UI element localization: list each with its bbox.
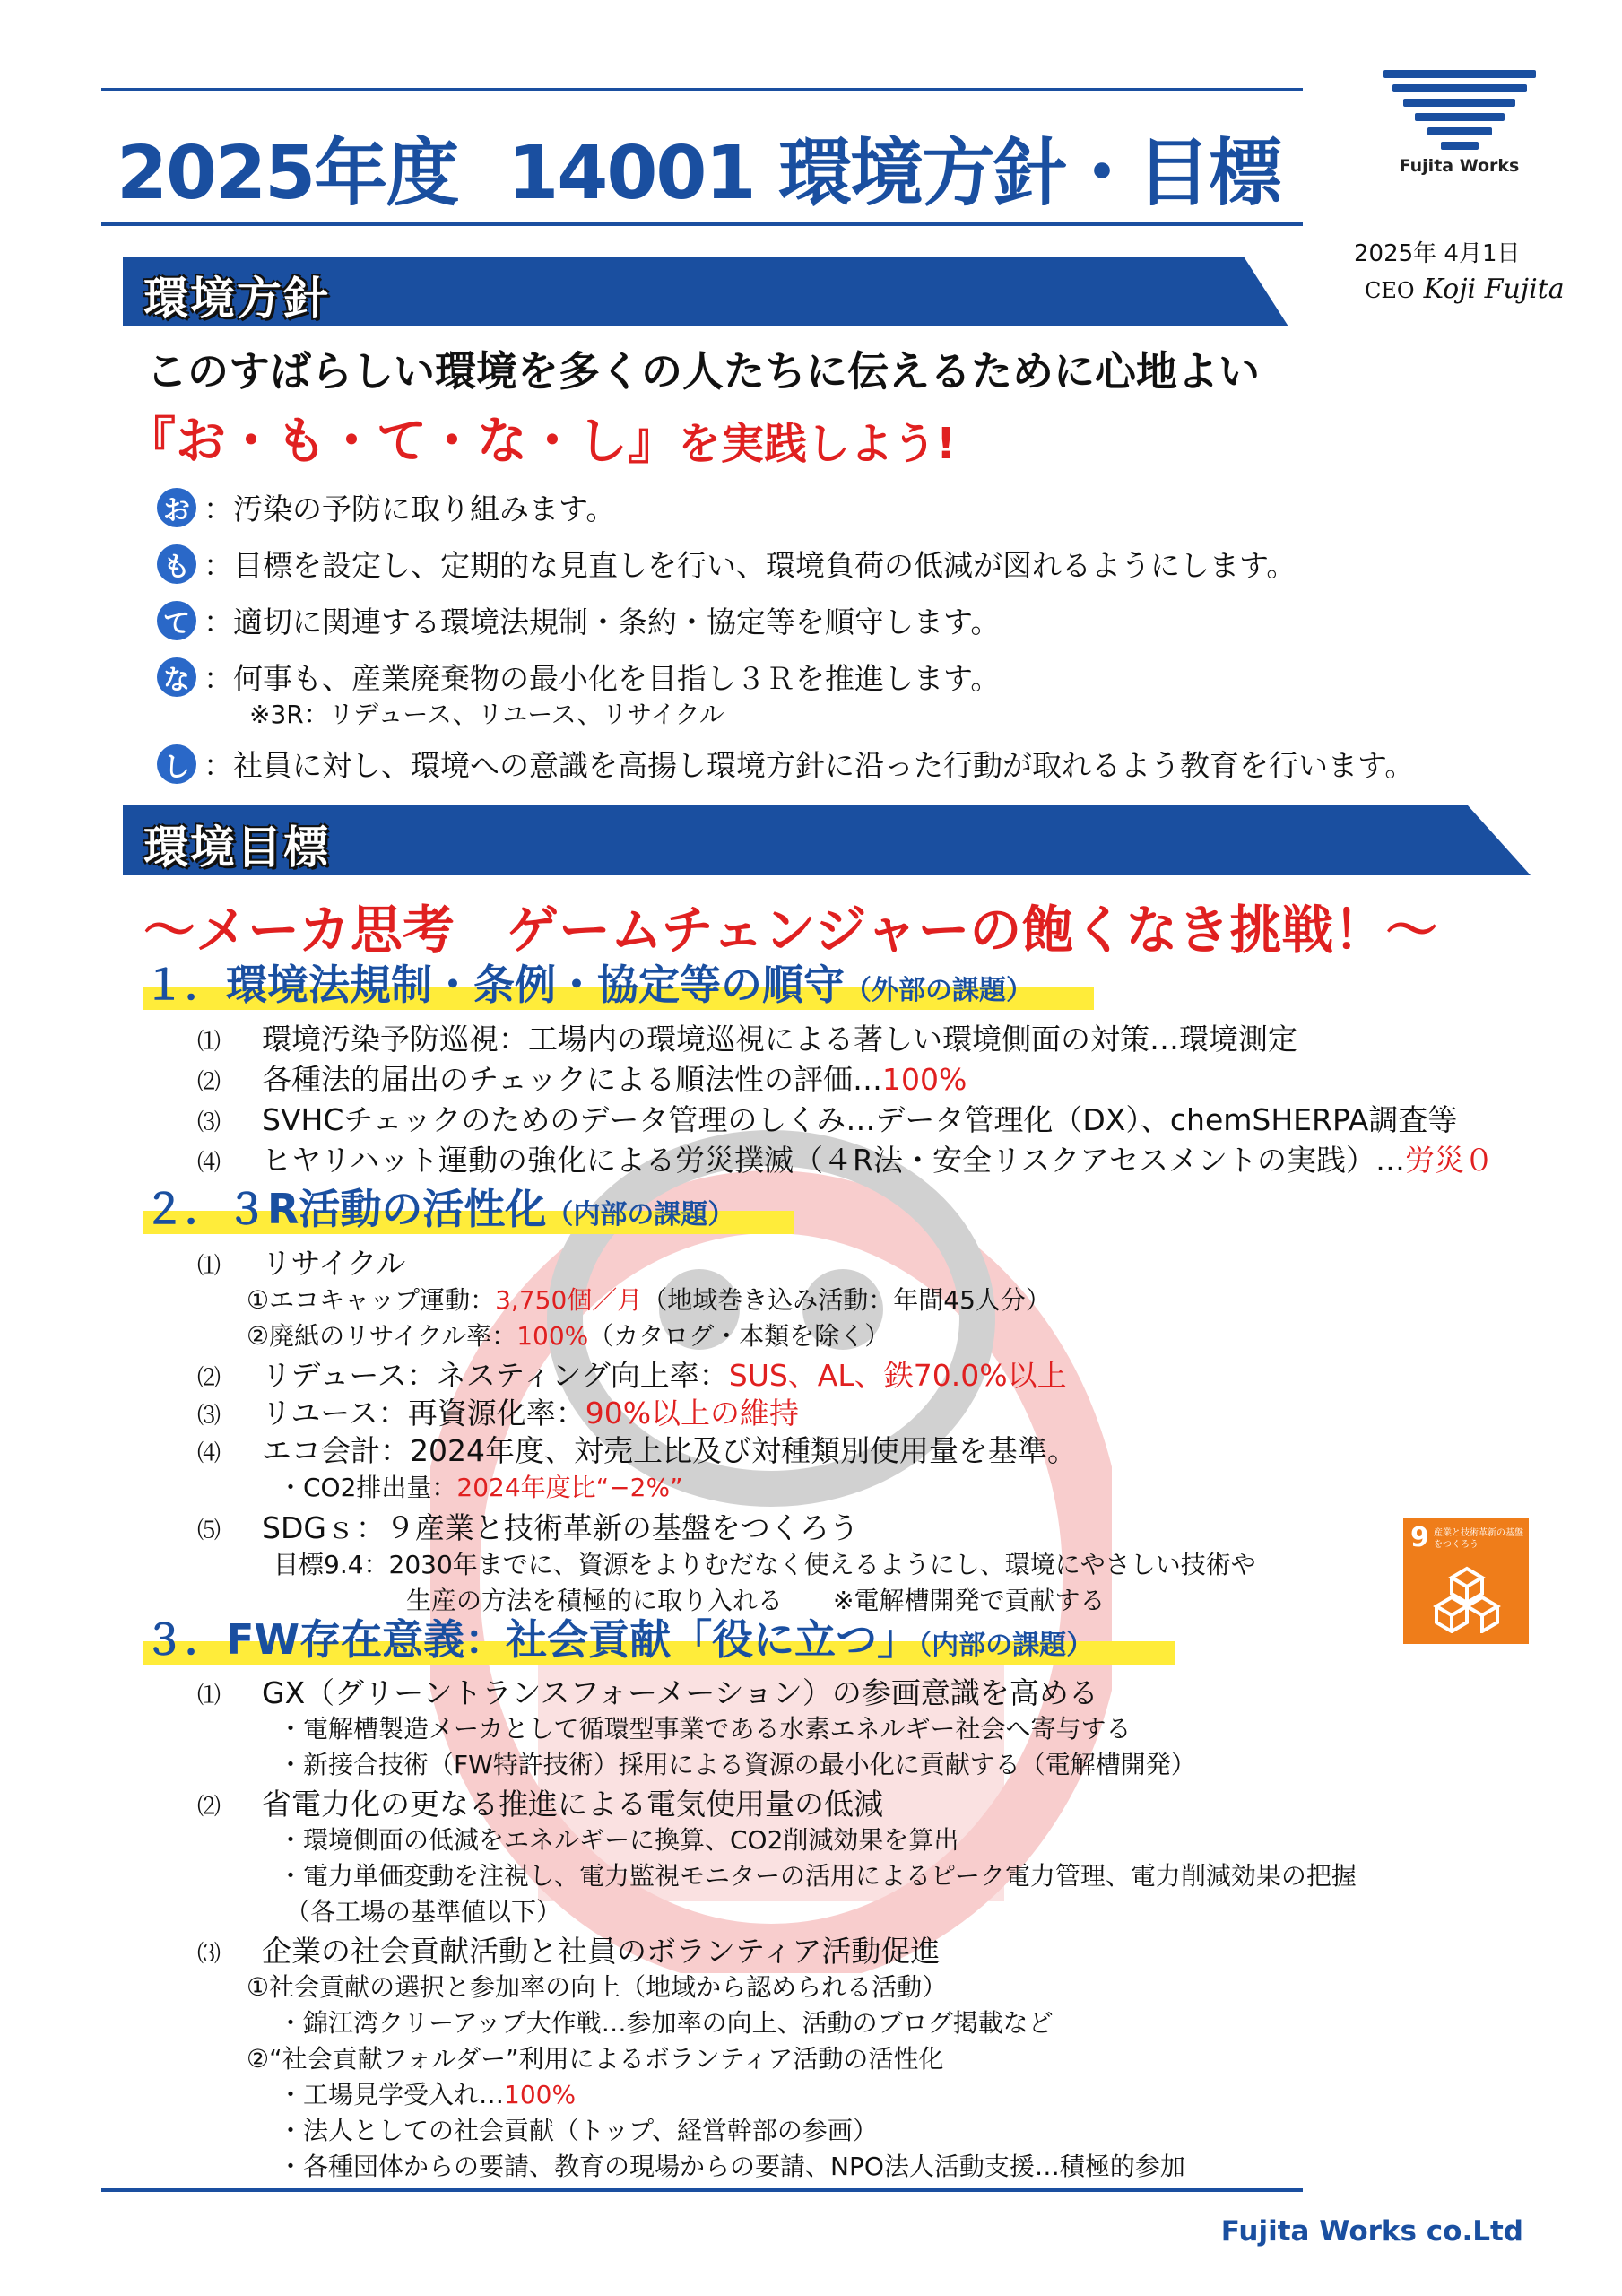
goals-subtitle: ～メーカ思考 ゲームチェンジャーの飽くなき挑戦！～ <box>143 900 1438 961</box>
footer-company: Fujita Works co.Ltd <box>1220 2215 1523 2248</box>
goal-3-item-3e: ・法人としての社会貢献（トップ、経営幹部の参画） <box>278 2116 878 2145</box>
item-number: ⑷ <box>197 1150 221 1177</box>
goal-3-item-3 <box>197 1928 940 1970</box>
page-title <box>117 115 1280 220</box>
title-year: 2025年度 <box>117 131 458 216</box>
policy-item-text: ：目標を設定し、定期的な見直しを行い、環境負荷の低減が図れるようにします。 <box>204 548 1297 583</box>
item-text: SDGｓ：９産業と技術革新の基盤をつくろう <box>262 1510 859 1545</box>
sub-tail: （地域巻き込み活動：年間45人分） <box>642 1285 1051 1315</box>
badge-o-icon: お <box>157 488 196 527</box>
header-top-rule <box>101 88 1303 91</box>
signature: Koji Fujita <box>1423 274 1565 305</box>
policy-slogan: このすばらしい環境を多くの人たちに伝えるために心地よい <box>146 347 1260 396</box>
policy-heading: 環境方針 <box>143 273 330 325</box>
policy-item-text: ：汚染の予防に取り組みます。 <box>204 491 616 526</box>
goal-1-tag: （外部の課題） <box>845 975 1033 1006</box>
badge-na-icon: な <box>157 657 196 697</box>
goal-2-item-1 <box>197 1240 405 1283</box>
sub-text: ・工場見学受入れ… <box>278 2080 505 2109</box>
sub-tail: （カタログ・本類を除く） <box>588 1321 890 1351</box>
sub-target: 100% <box>504 2080 577 2109</box>
item-number: ⑵ <box>197 1365 221 1392</box>
item-number: ⑷ <box>197 1440 221 1467</box>
policy-item-o <box>157 486 615 528</box>
goal-3-item-1 <box>197 1670 1098 1712</box>
item-text: GX（グリーントランスフォーメーション）の参画意識を高める <box>262 1675 1098 1710</box>
goal-2-item-2 <box>197 1352 1067 1395</box>
goal-3-tag: （内部の課題） <box>918 1630 1094 1661</box>
goal-3-item-2b: ・電力単価変動を注視し、電力監視モニターの活用によるピーク電力管理、電力削減効果の把握 <box>278 1861 1357 1891</box>
goal-1-item-2 <box>197 1057 967 1099</box>
goal-3-item-3a: ①社会貢献の選択と参加率の向上（地域から認められる活動） <box>247 1972 948 2002</box>
ceo-label: CEO <box>1365 278 1415 303</box>
sub-target: 2024年度比“−2%” <box>456 1473 683 1502</box>
3r-note: ※3R：リデュース、リユース、リサイクル <box>249 700 724 729</box>
item-text: エコ会計：2024年度、対売上比及び対種類別使用量を基準。 <box>262 1433 1077 1468</box>
goal-1-title-text: １．環境法規制・条例・協定等の順守 <box>143 961 845 1009</box>
item-number: ⑴ <box>197 1253 221 1280</box>
goal-3-item-2 <box>197 1781 883 1823</box>
goal-3-item-1a: ・電解槽製造メーカとして循環型事業である水素エネルギー社会へ寄与する <box>278 1714 1132 1744</box>
goal-2-item-5a: 目標9.4：2030年までに、資源をよりむだなく使えるようにし、環境にやさしい技術や <box>273 1550 1256 1579</box>
goal-1-title <box>143 952 1033 1012</box>
ceo-signature-line <box>1365 274 1565 305</box>
omotenashi-word: 『お・も・て・な・し』 <box>126 413 678 471</box>
goal-2-title-text: ２．３R活動の活性化 <box>143 1185 547 1233</box>
policy-item-te <box>157 599 1000 641</box>
item-text: 企業の社会貢献活動と社員のボランティア活動促進 <box>262 1934 941 1969</box>
item-text: ヒヤリハット運動の強化による労災撲滅（４R法・安全リスクアセスメントの実践）… <box>262 1143 1405 1178</box>
goal-2-item-5b: 生産の方法を積極的に取り入れる ※電解槽開発で貢献する <box>406 1586 1106 1615</box>
item-text: リサイクル <box>262 1246 406 1281</box>
policy-item-shi <box>157 743 1414 785</box>
goal-2-title <box>143 1177 734 1236</box>
goal-3-title <box>143 1607 1093 1666</box>
item-text: SVHCチェックのためのデータ管理のしくみ…データ管理化（DX）、chemSHERPA調査等 <box>262 1102 1458 1137</box>
badge-mo-icon: も <box>157 544 196 584</box>
sub-target: 100% <box>516 1321 589 1351</box>
item-number: ⑵ <box>197 1794 221 1821</box>
goal-3-item-3b: ・錦江湾クリーアップ大作戦…参加率の向上、活動のブログ掲載など <box>278 2008 1054 2038</box>
badge-te-icon: て <box>157 601 196 640</box>
item-target: 労災０ <box>1404 1143 1494 1178</box>
badge-shi-icon: し <box>157 744 196 784</box>
sdg-text: 産業と技術革新の基盤をつくろう <box>1434 1528 1523 1550</box>
goal-1-item-3 <box>197 1097 1457 1139</box>
item-number: ⑸ <box>197 1518 221 1544</box>
omotenashi-tail: を実践しよう! <box>678 419 956 469</box>
cube-icon <box>1432 1563 1502 1633</box>
goal-3-item-3c: ②“社会貢献フォルダー”利用によるボランティア活動の活性化 <box>247 2044 944 2074</box>
goal-3-item-3f: ・各種団体からの要請、教育の現場からの要請、NPO法人活動支援…積極的参加 <box>278 2152 1185 2181</box>
item-number: ⑵ <box>197 1069 221 1096</box>
logo-text: Fujita Works <box>1399 156 1520 176</box>
goal-2-tag: （内部の課題） <box>546 1199 735 1231</box>
policy-item-text: ：適切に関連する環境法規制・条約・協定等を順守します。 <box>204 604 1001 639</box>
goal-2-item-4a <box>278 1468 683 1504</box>
item-text: リデュース：ネスティング向上率： <box>262 1358 729 1393</box>
company-logo <box>1381 70 1538 176</box>
goal-3-item-2c: （各工場の基準値以下） <box>285 1897 562 1926</box>
goal-2-item-1b <box>247 1317 889 1352</box>
header-bottom-rule <box>101 222 1303 226</box>
policy-item-mo <box>157 543 1296 585</box>
sub-text: ・CO2排出量： <box>278 1473 457 1502</box>
goal-3-item-2a: ・環境側面の低減をエネルギーに換算、CO2削減効果を算出 <box>278 1825 959 1855</box>
sdg-number: 9 <box>1410 1522 1429 1553</box>
item-target: 100% <box>882 1062 967 1097</box>
footer-rule <box>101 2188 1303 2192</box>
goals-heading: 環境目標 <box>143 822 330 874</box>
sub-target: 3,750個／月 <box>495 1285 643 1315</box>
item-number: ⑶ <box>197 1109 221 1136</box>
goal-2-item-3 <box>197 1390 799 1432</box>
item-text: リユース：再資源化率： <box>262 1396 585 1431</box>
sub-text: ①エコキャップ運動： <box>247 1285 496 1315</box>
goal-3-title-text: ３．FW存在意義：社会貢献「役に立つ」 <box>143 1615 919 1664</box>
goal-1-item-4 <box>197 1137 1494 1179</box>
item-text: 省電力化の更なる推進による電気使用量の低減 <box>262 1787 883 1822</box>
item-text: 各種法的届出のチェックによる順法性の評価… <box>262 1062 883 1097</box>
goal-3-item-3d <box>278 2075 576 2111</box>
item-number: ⑶ <box>197 1941 221 1968</box>
goal-2-item-4 <box>197 1428 1077 1470</box>
item-number: ⑶ <box>197 1403 221 1430</box>
item-target: SUS、AL、鉄70.0%以上 <box>728 1358 1067 1393</box>
item-number: ⑴ <box>197 1683 221 1709</box>
omotenashi-line <box>126 402 956 474</box>
goal-2-item-5 <box>197 1505 859 1547</box>
goal-1-item-1 <box>197 1016 1297 1058</box>
issue-date: 2025年 4月1日 <box>1354 240 1521 267</box>
goals-header-bar <box>123 805 1531 875</box>
item-target: 90%以上の維持 <box>585 1396 800 1431</box>
goal-2-item-1a <box>247 1281 1051 1317</box>
goal-3-item-1b: ・新接合技術（FW特許技術）採用による資源の最小化に貢献する（電解槽開発） <box>278 1750 1196 1779</box>
item-number: ⑴ <box>197 1029 221 1056</box>
title-main: 14001 環境方針・目標 <box>507 131 1281 216</box>
policy-item-na <box>157 656 1000 698</box>
policy-item-text: ：何事も、産業廃棄物の最小化を目指し３Ｒを推進します。 <box>204 661 1001 696</box>
item-text: 環境汚染予防巡視：工場内の環境巡視による著しい環境側面の対策…環境測定 <box>262 1022 1297 1057</box>
sub-text: ②廃紙のリサイクル率： <box>247 1321 517 1351</box>
policy-item-text: ：社員に対し、環境への意識を高揚し環境方針に沿った行動が取れるよう教育を行います。 <box>204 748 1415 783</box>
sdg-9-icon <box>1403 1518 1529 1644</box>
